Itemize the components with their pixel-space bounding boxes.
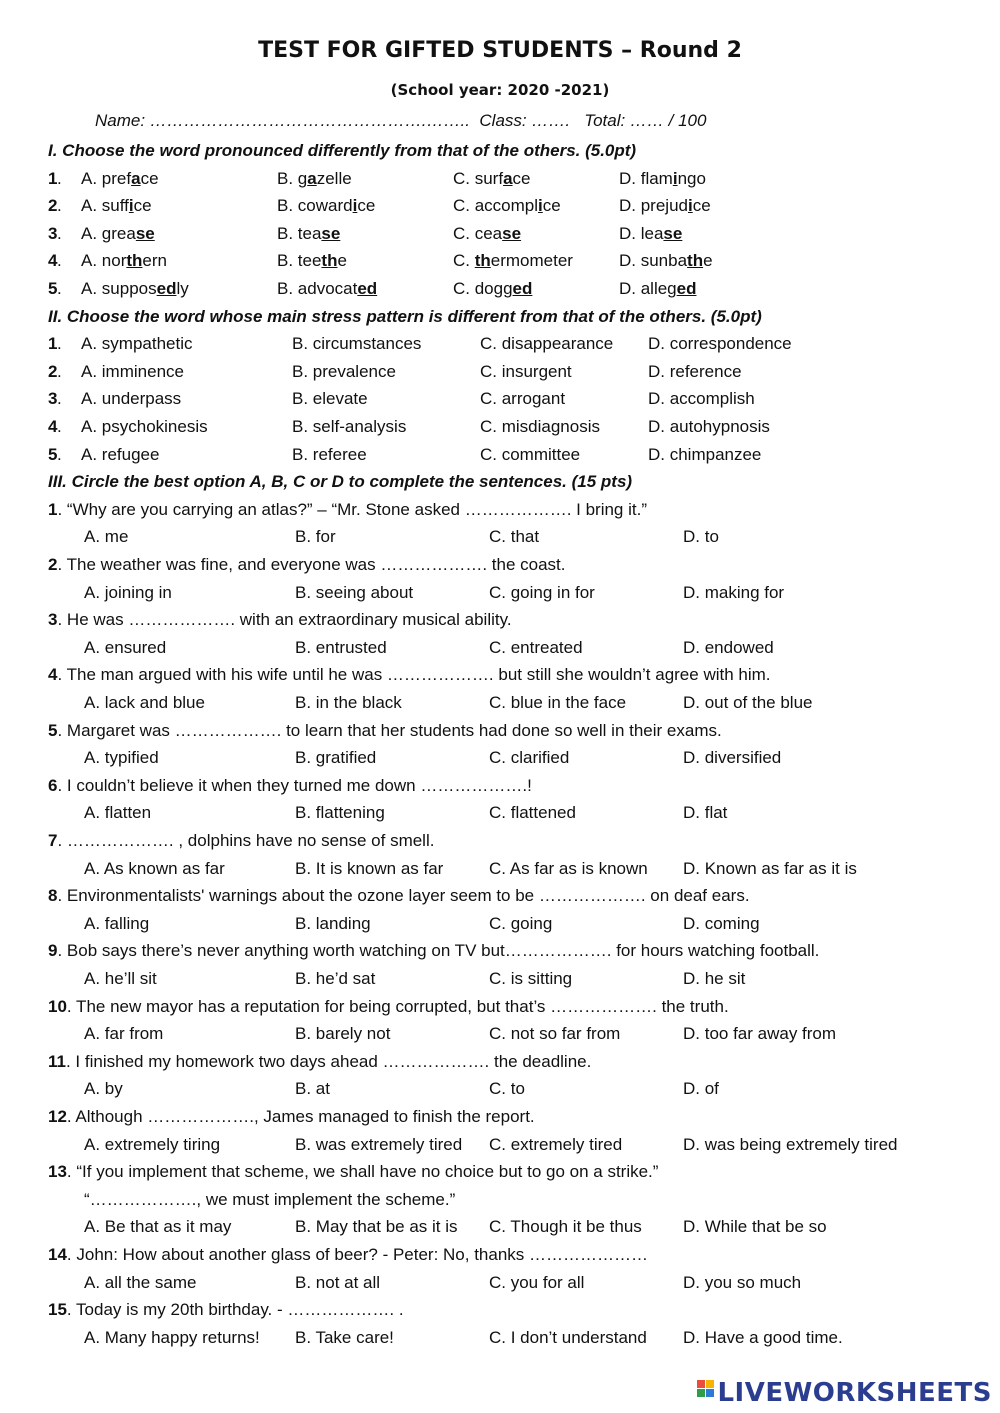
option[interactable]: A. extremely tiring bbox=[84, 1134, 221, 1154]
question-text bbox=[48, 499, 647, 521]
option-text-start: D. sunba bbox=[619, 251, 688, 271]
options-row bbox=[0, 913, 1000, 940]
underlined-sound: ed bbox=[357, 279, 378, 298]
underlined-sound: i bbox=[352, 196, 358, 216]
question-text bbox=[48, 720, 722, 742]
section-3-heading bbox=[0, 471, 1000, 498]
option[interactable]: B. seeing about bbox=[295, 582, 414, 602]
question-stem bbox=[0, 1161, 1000, 1188]
option[interactable] bbox=[453, 223, 521, 245]
question-number: 14 bbox=[48, 1245, 67, 1264]
option[interactable]: C. not so far from bbox=[489, 1024, 621, 1044]
question-stem bbox=[0, 720, 1000, 747]
question-text bbox=[48, 775, 532, 797]
logo-mark-icon bbox=[697, 1380, 715, 1406]
option[interactable]: A. ensured bbox=[84, 637, 167, 657]
question-stem-continued bbox=[0, 1189, 1000, 1216]
options-row bbox=[0, 802, 1000, 829]
option[interactable]: C. blue in the face bbox=[489, 693, 627, 712]
option[interactable]: C. committee bbox=[480, 444, 581, 464]
option-text-end: e bbox=[703, 251, 713, 271]
options-row bbox=[0, 637, 1000, 664]
option-text-start: A. nor bbox=[81, 251, 127, 271]
option[interactable]: C. I don’t understand bbox=[489, 1327, 647, 1347]
option-text-start: C. cea bbox=[453, 223, 503, 243]
option[interactable]: C. Though it be thus bbox=[489, 1217, 642, 1237]
option-text-end: ern bbox=[142, 251, 167, 271]
option[interactable]: C. entreated bbox=[489, 637, 583, 657]
page-title: TEST FOR GIFTED STUDENTS – Round 2 bbox=[258, 38, 742, 63]
question-row bbox=[0, 223, 1000, 250]
question-stem-text: . ………………. , dolphins have no sense of smell. bbox=[57, 831, 435, 850]
option[interactable]: D. making for bbox=[683, 582, 785, 602]
option[interactable]: D. coming bbox=[683, 913, 760, 933]
option[interactable] bbox=[619, 278, 696, 300]
option[interactable]: B. was extremely tired bbox=[295, 1134, 463, 1154]
underlined-sound: i bbox=[128, 196, 134, 216]
option[interactable] bbox=[453, 250, 573, 272]
option[interactable]: A. flatten bbox=[84, 803, 152, 823]
option-text-start: D. prejud bbox=[619, 196, 688, 216]
number-dot: . bbox=[57, 196, 62, 216]
section-heading: I. Choose the word pronounced differently from that of the others. (5.0pt) bbox=[48, 141, 637, 160]
question-text bbox=[48, 1051, 591, 1073]
option[interactable]: C. misdiagnosis bbox=[480, 417, 600, 436]
question-stem-text: . The new mayor has a reputation for being corrupted, but that’s ………………. the truth. bbox=[66, 996, 729, 1016]
options-row bbox=[0, 1327, 1000, 1354]
option[interactable]: C. going in for bbox=[489, 582, 595, 602]
option[interactable]: B. gratified bbox=[295, 748, 377, 768]
option-text-start: C. surf bbox=[453, 168, 504, 188]
option[interactable] bbox=[453, 168, 531, 190]
option[interactable]: D. out of the blue bbox=[683, 693, 813, 712]
option[interactable]: C. flattened bbox=[489, 803, 576, 823]
option[interactable]: A. joining in bbox=[84, 582, 172, 602]
question-text bbox=[48, 1161, 658, 1183]
options-row bbox=[0, 1272, 1000, 1299]
option[interactable]: A. far from bbox=[84, 1024, 164, 1044]
option[interactable]: B. It is known as far bbox=[295, 858, 444, 878]
option[interactable]: D. you so much bbox=[683, 1272, 802, 1292]
question-stem bbox=[0, 499, 1000, 526]
question-stem bbox=[0, 885, 1000, 912]
number-dot: . bbox=[57, 168, 62, 188]
option-text-start: D. flam bbox=[619, 168, 673, 188]
question-stem-text: . I couldn’t believe it when they turned me down ……………….! bbox=[57, 775, 532, 795]
option[interactable] bbox=[619, 168, 706, 190]
option[interactable]: B. prevalence bbox=[292, 361, 396, 381]
option[interactable]: D. flat bbox=[683, 803, 728, 823]
question-number: 1 bbox=[48, 168, 58, 188]
question-stem bbox=[0, 1244, 1000, 1271]
question-stem bbox=[0, 775, 1000, 802]
option[interactable] bbox=[81, 168, 159, 190]
option-text-end: ce bbox=[512, 168, 531, 188]
option[interactable]: A. falling bbox=[84, 913, 150, 933]
question-stem-text: . Environmentalists' warnings about the ozone layer seem to be ………………. on deaf ears. bbox=[57, 886, 750, 906]
question-number: 2 bbox=[48, 361, 58, 381]
options-row bbox=[0, 747, 1000, 774]
option[interactable]: A. sympathetic bbox=[81, 334, 193, 354]
underlined-sound: ed bbox=[156, 279, 177, 298]
question-text bbox=[48, 664, 771, 686]
option[interactable]: B. circumstances bbox=[292, 334, 422, 354]
question-number: 12 bbox=[48, 1107, 67, 1126]
question-stem-text: . Margaret was ………………. to learn that her students had done so well in their exams. bbox=[57, 720, 722, 740]
option[interactable] bbox=[81, 278, 189, 300]
option[interactable]: A. he’ll sit bbox=[84, 969, 157, 988]
option[interactable] bbox=[81, 195, 152, 217]
option-text-end: ce bbox=[140, 168, 159, 188]
option-text-end: ly bbox=[176, 279, 189, 298]
question-text bbox=[48, 1244, 648, 1266]
option[interactable]: D. he sit bbox=[683, 969, 746, 988]
option[interactable]: D. autohypnosis bbox=[648, 417, 770, 436]
question-row bbox=[0, 250, 1000, 277]
option-text-end: e bbox=[337, 251, 347, 271]
number-dot: . bbox=[57, 223, 62, 243]
option[interactable]: A. Many happy returns! bbox=[84, 1327, 260, 1347]
question-text bbox=[48, 996, 729, 1018]
option[interactable]: A. by bbox=[84, 1079, 123, 1099]
option[interactable]: D. accomplish bbox=[648, 389, 755, 409]
question-stem bbox=[0, 996, 1000, 1023]
question-row bbox=[0, 361, 1000, 388]
option[interactable] bbox=[277, 278, 377, 300]
name-class-total-line: Name: ………………………………………….…….. Class: ……. Total: …… / 100 bbox=[95, 111, 707, 130]
option[interactable]: D. reference bbox=[648, 361, 742, 381]
option[interactable]: D. too far away from bbox=[683, 1024, 837, 1044]
question-number: 13 bbox=[48, 1162, 67, 1182]
question-row bbox=[0, 416, 1000, 443]
option-text-start: B. tea bbox=[277, 223, 322, 243]
question-text bbox=[48, 830, 434, 852]
option-text-end: ce bbox=[542, 196, 561, 216]
option[interactable]: A. typified bbox=[84, 748, 159, 768]
question-stem-text: . The man argued with his wife until he was ………………. but still she wouldn’t agree with him. bbox=[57, 665, 771, 685]
option[interactable]: D. While that be so bbox=[683, 1217, 827, 1237]
underlined-sound: ed bbox=[512, 279, 533, 298]
option-text-start: C. accompl bbox=[453, 196, 539, 216]
number-dot: . bbox=[57, 417, 62, 436]
option[interactable]: B. entrusted bbox=[295, 637, 387, 657]
underlined-sound: th bbox=[321, 251, 338, 271]
option-text-start: D. lea bbox=[619, 223, 664, 243]
option[interactable]: A. lack and blue bbox=[84, 693, 205, 712]
question-number: 15 bbox=[48, 1300, 67, 1320]
option[interactable]: B. at bbox=[295, 1079, 330, 1099]
options-row bbox=[0, 1078, 1000, 1105]
option[interactable] bbox=[453, 278, 532, 300]
option-text-start: C. bbox=[453, 251, 475, 271]
option[interactable]: B. barely not bbox=[295, 1024, 391, 1044]
option[interactable]: B. self-analysis bbox=[292, 417, 407, 436]
question-row bbox=[0, 444, 1000, 471]
option[interactable] bbox=[277, 168, 352, 190]
option[interactable] bbox=[277, 250, 347, 272]
underlined-sound: th bbox=[126, 251, 143, 271]
underlined-sound: th bbox=[474, 251, 491, 271]
question-stem-text: . “If you implement that scheme, we shall have no choice but to go on a strike.” bbox=[66, 1162, 659, 1182]
underlined-sound: i bbox=[538, 196, 543, 216]
question-stem-text: . The weather was fine, and everyone was ………………. the coast. bbox=[57, 555, 566, 574]
option[interactable]: A. underpass bbox=[81, 389, 182, 409]
question-number: 5 bbox=[48, 720, 58, 740]
question-number: 7 bbox=[48, 831, 58, 850]
question-stem bbox=[0, 940, 1000, 967]
option[interactable]: B. he’d sat bbox=[295, 969, 376, 988]
option[interactable]: C. extremely tired bbox=[489, 1134, 623, 1154]
options-row bbox=[0, 582, 1000, 609]
option-text-start: A. suff bbox=[81, 196, 129, 216]
question-stem bbox=[0, 1106, 1000, 1133]
option[interactable] bbox=[619, 250, 713, 272]
option[interactable] bbox=[81, 223, 155, 245]
option[interactable]: D. of bbox=[683, 1079, 719, 1099]
option-text-start: A. pref bbox=[81, 168, 132, 188]
option-text-end: ce bbox=[133, 196, 152, 216]
school-year: (School year: 2020 -2021) bbox=[390, 81, 610, 99]
question-row bbox=[0, 388, 1000, 415]
underlined-sound: i bbox=[687, 196, 693, 216]
section-2-heading bbox=[0, 306, 1000, 333]
underlined-sound: a bbox=[503, 168, 513, 188]
question-stem-text: . Today is my 20th birthday. - ………………. . bbox=[66, 1300, 404, 1320]
number-dot: . bbox=[57, 361, 62, 381]
question-stem bbox=[0, 830, 1000, 857]
option-text-start: A. suppos bbox=[81, 279, 157, 298]
number-dot: . bbox=[57, 279, 62, 298]
option[interactable]: D. correspondence bbox=[648, 334, 792, 354]
question-number: 6 bbox=[48, 775, 58, 795]
option[interactable] bbox=[277, 223, 340, 245]
option-text-start: B. coward bbox=[277, 196, 353, 216]
question-number: 3 bbox=[48, 223, 58, 243]
options-row bbox=[0, 526, 1000, 553]
option[interactable]: D. Known as far as it is bbox=[683, 858, 857, 878]
question-stem-text: . “Why are you carrying an atlas?” – “Mr. Stone asked ………………. I bring it.” bbox=[57, 499, 647, 519]
underlined-sound: a bbox=[307, 168, 317, 188]
option-text-end: ce bbox=[357, 196, 376, 216]
option[interactable]: A. imminence bbox=[81, 361, 184, 381]
question-text bbox=[48, 1106, 535, 1128]
option[interactable]: C. that bbox=[489, 527, 540, 547]
question-stem bbox=[0, 664, 1000, 691]
question-number: 9 bbox=[48, 941, 58, 961]
underlined-sound: i bbox=[672, 168, 678, 188]
option-text-end: ce bbox=[692, 196, 711, 216]
question-text bbox=[48, 609, 512, 631]
option-text-start: D. alleg bbox=[619, 279, 677, 298]
option[interactable]: C. arrogant bbox=[480, 389, 566, 409]
question-number: 8 bbox=[48, 886, 58, 906]
options-row bbox=[0, 1023, 1000, 1050]
section-heading: II. Choose the word whose main stress pattern is different from that of the others. (5.0pt) bbox=[48, 306, 762, 326]
question-stem-text: “………………., we must implement the scheme.” bbox=[84, 1189, 456, 1209]
question-number: 2 bbox=[48, 555, 58, 574]
option[interactable]: C. going bbox=[489, 913, 553, 933]
option[interactable]: C. insurgent bbox=[480, 361, 572, 381]
option[interactable]: D. endowed bbox=[683, 637, 774, 657]
option[interactable]: C. As far as is known bbox=[489, 858, 648, 878]
option[interactable]: B. not at all bbox=[295, 1272, 381, 1292]
question-number: 3 bbox=[48, 610, 58, 630]
option[interactable]: B. May that be as it is bbox=[295, 1217, 458, 1237]
option[interactable]: B. flattening bbox=[295, 803, 385, 823]
option[interactable] bbox=[453, 195, 561, 217]
option[interactable]: C. disappearance bbox=[480, 334, 614, 354]
option[interactable]: C. you for all bbox=[489, 1272, 585, 1292]
options-row bbox=[0, 968, 1000, 995]
underlined-sound: ed bbox=[676, 279, 697, 298]
option-text-start: A. grea bbox=[81, 223, 136, 243]
question-number: 3 bbox=[48, 389, 58, 409]
options-row bbox=[0, 858, 1000, 885]
question-number: 1 bbox=[48, 334, 58, 354]
option[interactable]: C. is sitting bbox=[489, 969, 573, 988]
underlined-sound: th bbox=[687, 251, 704, 271]
question-number: 4 bbox=[48, 417, 58, 436]
option[interactable]: B. Take care! bbox=[295, 1327, 394, 1347]
logo-text: LIVEWORKSHEETS bbox=[717, 1378, 992, 1408]
underlined-sound: se bbox=[663, 223, 683, 243]
underlined-sound: se bbox=[135, 223, 155, 243]
option[interactable]: D. chimpanzee bbox=[648, 444, 762, 464]
option[interactable]: A. As known as far bbox=[84, 858, 225, 878]
number-dot: . bbox=[57, 389, 62, 409]
question-row bbox=[0, 195, 1000, 222]
question-stem-text: . I finished my homework two days ahead ………………. the deadline. bbox=[65, 1051, 592, 1071]
question-stem-text: . John: How about another glass of beer? - Peter: No, thanks ………………… bbox=[66, 1245, 649, 1264]
option[interactable]: A. refugee bbox=[81, 444, 160, 464]
option-text-start: C. dogg bbox=[453, 279, 513, 298]
option[interactable] bbox=[277, 195, 375, 217]
question-number: 10 bbox=[48, 996, 67, 1016]
number-dot: . bbox=[57, 334, 62, 354]
option[interactable]: D. to bbox=[683, 527, 719, 547]
liveworksheets-logo bbox=[697, 1376, 992, 1410]
options-row bbox=[0, 1134, 1000, 1161]
option[interactable] bbox=[619, 195, 711, 217]
option-text-end: zelle bbox=[316, 168, 352, 188]
option[interactable]: B. referee bbox=[292, 444, 367, 464]
option[interactable]: A. me bbox=[84, 527, 129, 547]
option[interactable]: C. clarified bbox=[489, 748, 570, 768]
question-number: 2 bbox=[48, 196, 58, 216]
question-stem bbox=[0, 609, 1000, 636]
option-text-end: ngo bbox=[677, 168, 706, 188]
question-text bbox=[48, 940, 819, 962]
question-stem-text: . He was ………………. with an extraordinary musical ability. bbox=[57, 610, 512, 630]
question-stem-text: . Bob says there’s never anything worth watching on TV but………………. for hours watching football. bbox=[57, 941, 820, 961]
question-row bbox=[0, 278, 1000, 305]
option[interactable]: D. diversified bbox=[683, 748, 782, 768]
question-text bbox=[48, 1299, 404, 1321]
underlined-sound: se bbox=[502, 223, 522, 243]
question-stem bbox=[0, 1051, 1000, 1078]
option[interactable]: D. was being extremely tired bbox=[683, 1134, 898, 1154]
option[interactable]: B. for bbox=[295, 527, 336, 547]
options-row bbox=[0, 1216, 1000, 1243]
option-text-end: ermometer bbox=[490, 251, 573, 271]
option[interactable]: A. Be that as it may bbox=[84, 1217, 232, 1237]
option-text-start: B. tee bbox=[277, 251, 322, 271]
option[interactable]: A. all the same bbox=[84, 1272, 197, 1292]
option[interactable]: A. psychokinesis bbox=[81, 417, 208, 436]
option[interactable] bbox=[81, 250, 167, 272]
question-number: 4 bbox=[48, 665, 58, 685]
option[interactable] bbox=[619, 223, 682, 245]
underlined-sound: se bbox=[321, 223, 341, 243]
question-text bbox=[48, 885, 750, 907]
option-text-start: B. advocat bbox=[277, 279, 358, 298]
question-number: 5 bbox=[48, 444, 58, 464]
question-row bbox=[0, 168, 1000, 195]
options-row bbox=[0, 692, 1000, 719]
question-number: 1 bbox=[48, 499, 58, 519]
option[interactable]: B. in the black bbox=[295, 693, 402, 712]
option[interactable]: C. to bbox=[489, 1079, 525, 1099]
underlined-sound: a bbox=[131, 168, 141, 188]
number-dot: . bbox=[57, 444, 62, 464]
number-dot: . bbox=[57, 251, 62, 271]
question-row bbox=[0, 333, 1000, 360]
question-number: 5 bbox=[48, 279, 58, 298]
question-text bbox=[48, 554, 566, 576]
option[interactable]: B. elevate bbox=[292, 389, 368, 409]
section-1-heading bbox=[0, 140, 1000, 167]
section-heading: III. Circle the best option A, B, C or D to complete the sentences. (15 pts) bbox=[48, 472, 633, 492]
option-text-start: B. g bbox=[277, 168, 308, 188]
question-stem bbox=[0, 554, 1000, 581]
question-stem bbox=[0, 1299, 1000, 1326]
question-number: 11 bbox=[48, 1051, 66, 1071]
question-number: 4 bbox=[48, 251, 58, 271]
option[interactable]: B. landing bbox=[295, 913, 371, 933]
option[interactable]: D. Have a good time. bbox=[683, 1327, 843, 1347]
question-stem-text: . Although ………………., James managed to finish the report. bbox=[66, 1107, 535, 1126]
